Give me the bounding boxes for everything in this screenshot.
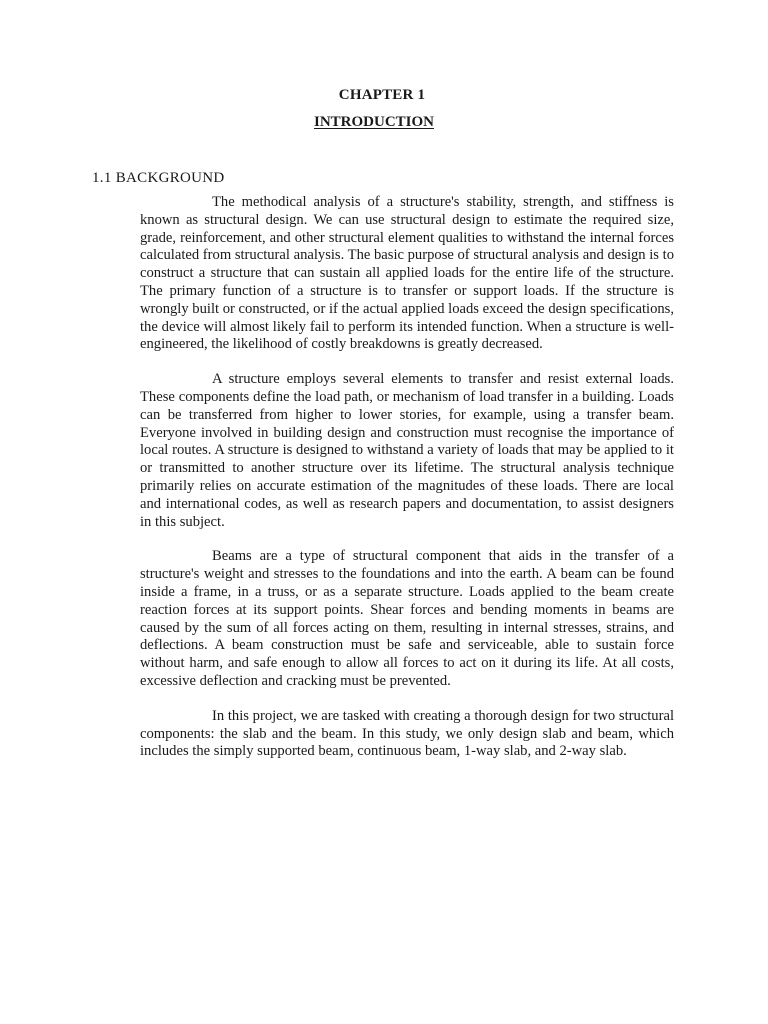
section-body <box>140 194 674 778</box>
chapter-title: INTRODUCTION <box>313 114 434 130</box>
paragraph-2: A structure employs several elements to transfer and resist external loads. These components define the load path, or mechanism of load transfer in a building. Loads can be transferred from higher to lower stories, for example, using a transfer beam. Everyone involved in building design and construction must recognise the importance of local routes. A structure is designed to withstand a variety of loads that may be applied to it or transmitted to another structure over its lifetime. The structural analysis technique primarily relies on accurate estimation of the magnitudes of these loads. There are local and international codes, as well as research papers and documentation, to assist designers in this subject. <box>140 371 674 530</box>
paragraph-4: In this project, we are tasked with creating a thorough design for two structural components: the slab and the beam. In this study, we only design slab and beam, which includes the simply supported beam, continuous beam, 1-way slab, and 2-way slab. <box>140 707 674 760</box>
section-heading: 1.1 BACKGROUND <box>92 170 225 186</box>
paragraph-3: Beams are a type of structural component that aids in the transfer of a structure's weight and stresses to the foundations and into the earth. A beam can be found inside a frame, in a truss, or as a separate structure. Loads applied to the beam create reaction forces at its support points. Shear forces and bending moments in beams are caused by the sum of all forces acting on them, resulting in internal stresses, strains, and deflections. A beam construction must be safe and serviceable, able to sustain force without harm, and safe enough to allow all forces to act on it during its life. At all costs, excessive deflection and cracking must be prevented. <box>140 548 674 689</box>
chapter-number: CHAPTER 1 <box>338 87 426 103</box>
paragraph-1: The methodical analysis of a structure's stability, strength, and stiffness is known as structural design. We can use structural design to estimate the required size, grade, reinforcement, and other structural element qualities to withstand the internal forces calculated from structural analysis. The basic purpose of structural analysis and design is to construct a structure that can sustain all applied loads for the entire life of the structure. The primary function of a structure is to transfer or support loads. If the structure is wrongly built or constructed, or if the actual applied loads exceed the design specifications, the device will almost likely fail to perform its intended function. When a structure is well-engineered, the likelihood of costly breakdowns is greatly decreased. <box>140 194 674 353</box>
